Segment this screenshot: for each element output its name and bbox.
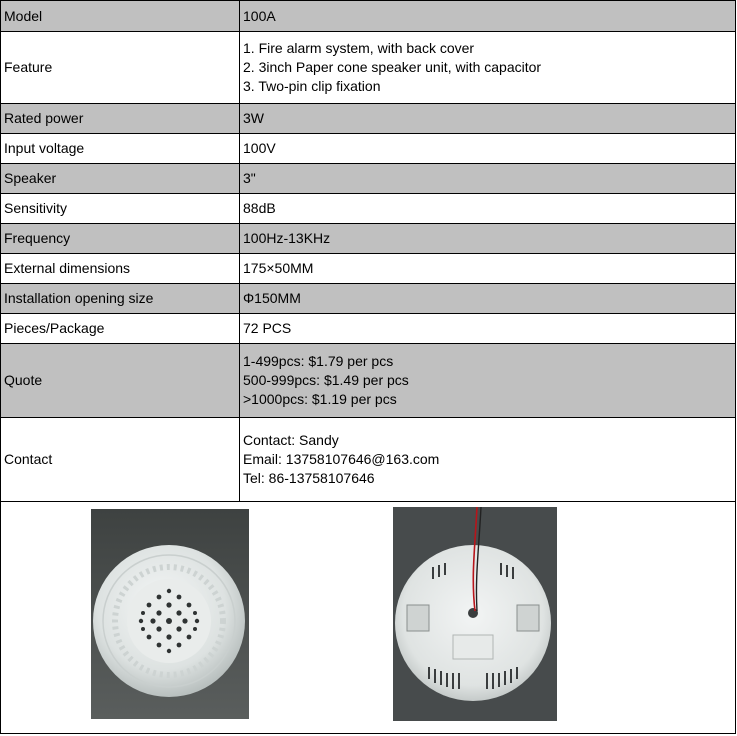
value-line: Φ150MM [243, 290, 301, 306]
value-line: Email: 13758107646@163.com [243, 451, 440, 467]
speaker-front-illustration [91, 509, 249, 719]
value-line: 100V [243, 140, 276, 156]
row-label: Speaker [1, 164, 240, 194]
row-value [240, 418, 736, 502]
row-value [240, 224, 736, 254]
row-label: Installation opening size [1, 284, 240, 314]
row-label: External dimensions [1, 254, 240, 284]
spec-row-frequency [1, 224, 736, 254]
row-value [240, 164, 736, 194]
row-value [240, 32, 736, 104]
row-value [240, 1, 736, 32]
spec-row-quote [1, 344, 736, 418]
value-line: 3. Two-pin clip fixation [243, 78, 381, 94]
row-label: Frequency [1, 224, 240, 254]
spec-row-sensitivity [1, 194, 736, 224]
row-label: Pieces/Package [1, 314, 240, 344]
value-line: 88dB [243, 200, 276, 216]
speaker-back-illustration [393, 507, 557, 721]
value-line: 3W [243, 110, 264, 126]
row-label: Input voltage [1, 134, 240, 164]
spec-row-installation-opening [1, 284, 736, 314]
row-label: Contact [1, 418, 240, 502]
speaker-back-photo [393, 507, 557, 721]
value-line: 500-999pcs: $1.49 per pcs [243, 372, 409, 388]
photo-cell [1, 502, 736, 734]
value-line: 72 PCS [243, 320, 292, 336]
value-line: 3" [243, 170, 256, 186]
value-line: 1-499pcs: $1.79 per pcs [243, 353, 394, 369]
speaker-front-photo [91, 509, 249, 719]
row-value [240, 194, 736, 224]
value-line: >1000pcs: $1.19 per pcs [243, 391, 397, 407]
spec-row-pieces-package [1, 314, 736, 344]
spec-row-speaker [1, 164, 736, 194]
row-value [240, 134, 736, 164]
photo-row [1, 502, 736, 734]
value-line: Tel: 86-13758107646 [243, 470, 375, 486]
value-line: 2. 3inch Paper cone speaker unit, with capacitor [243, 59, 542, 75]
row-value [240, 104, 736, 134]
row-label: Sensitivity [1, 194, 240, 224]
row-label: Rated power [1, 104, 240, 134]
spec-row-model [1, 1, 736, 32]
spec-row-contact [1, 418, 736, 502]
spec-row-rated-power [1, 104, 736, 134]
spec-row-external-dimensions [1, 254, 736, 284]
row-label: Feature [1, 32, 240, 104]
value-line: 1. Fire alarm system, with back cover [243, 40, 475, 56]
value-line: 100A [243, 7, 276, 24]
row-label: Quote [1, 344, 240, 418]
spec-row-feature [1, 32, 736, 104]
row-label: Model [1, 1, 240, 32]
row-value [240, 254, 736, 284]
row-value [240, 314, 736, 344]
row-value [240, 344, 736, 418]
value-line: 100Hz-13KHz [243, 230, 331, 246]
row-value [240, 284, 736, 314]
value-line: Contact: Sandy [243, 432, 339, 448]
spec-row-input-voltage [1, 134, 736, 164]
value-line: 175×50MM [243, 260, 314, 276]
